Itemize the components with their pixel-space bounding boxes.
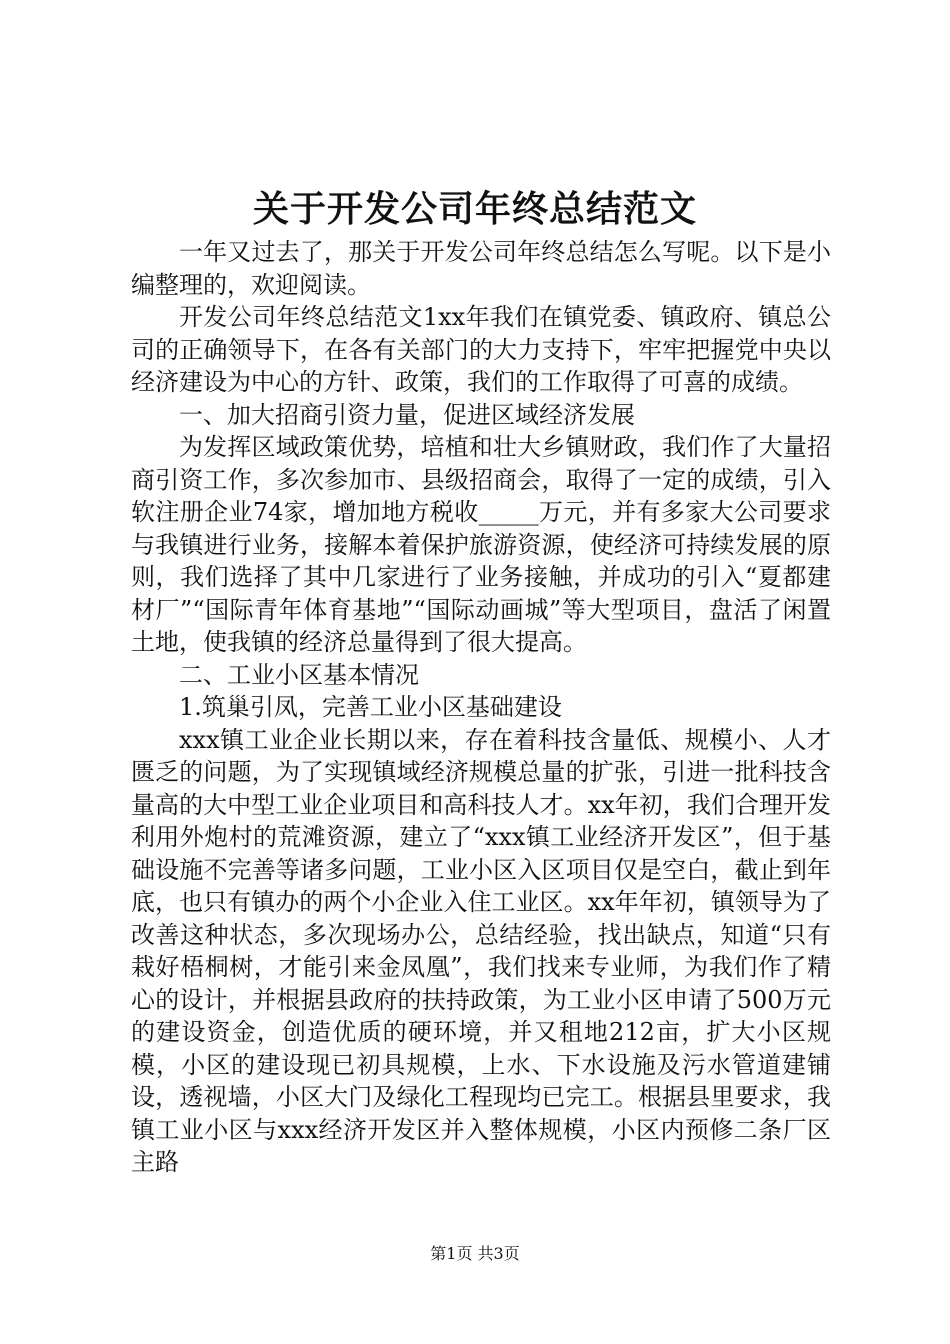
paragraph-intro: 一年又过去了，那关于开发公司年终总结怎么写呢。以下是小编整理的，欢迎阅读。 xyxy=(131,238,831,299)
paragraph-industrial-park: xxx镇工业企业长期以来，存在着科技含量低、规模小、人才匮乏的问题，为了实现镇域经济规模总量的扩张，引进一批科技含量高的大中型工业企业项目和高科技人才。xx年初，我们合理开发利用外炮村的荒滩资源，建立了“xxx镇工业经济开发区”，但于基础设施不完善等诸多问题，工业小区入区项目仅是空白，截止到年底，也只有镇办的两个小企业入住工业区。xx年年初，镇领导为了改善这种状态，多次现场办公，总结经验，找出缺点，知道“只有栽好梧桐树，才能引来金凤凰”，我们找来专业师，为我们作了精心的设计，并根据县政府的扶持政策，为工业小区申请了500万元的建设资金，创造优质的硬环境，并又租地212亩，扩大小区规模，小区的建设现已初具规模，上水、下水设施及污水管道建铺设，透视墙，小区大门及绿化工程现均已完工。根据县里要求，我镇工业小区与xxx经济开发区并入整体规模，小区内预修二条厂区主路 xyxy=(131,725,831,1176)
document-body xyxy=(131,236,831,1179)
paragraph-summary-opening: 开发公司年终总结范文1xx年我们在镇党委、镇政府、镇总公司的正确领导下，在各有关部门的大力支持下，牢牢把握党中央以经济建设为中心的方针、政策，我们的工作取得了可喜的成绩。 xyxy=(131,303,831,396)
paragraph-investment: 为发挥区域政策优势，培植和壮大乡镇财政，我们作了大量招商引资工作，多次参加市、县级招商会，取得了一定的成绩，引入软注册企业74家，增加地方税收_____万元，并有多家大公司要求与我镇进行业务，接解本着保护旅游资源，使经济可持续发展的原则，我们选择了其中几家进行了业务接触，并成功的引入“夏都建材厂”“国际青年体育基地”“国际动画城”等大型项目，盘活了闲置土地，使我镇的经济总量得到了很大提高。 xyxy=(131,433,831,656)
section-heading-2: 二、工业小区基本情况 xyxy=(179,660,419,689)
document-title: 关于开发公司年终总结范文 xyxy=(252,188,697,230)
subsection-heading-1: 1.筑巢引凤，完善工业小区基础建设 xyxy=(179,693,562,721)
page-footer: 第1页 共3页 xyxy=(430,1244,520,1263)
section-heading-1: 一、加大招商引资力量，促进区域经济发展 xyxy=(179,400,635,429)
